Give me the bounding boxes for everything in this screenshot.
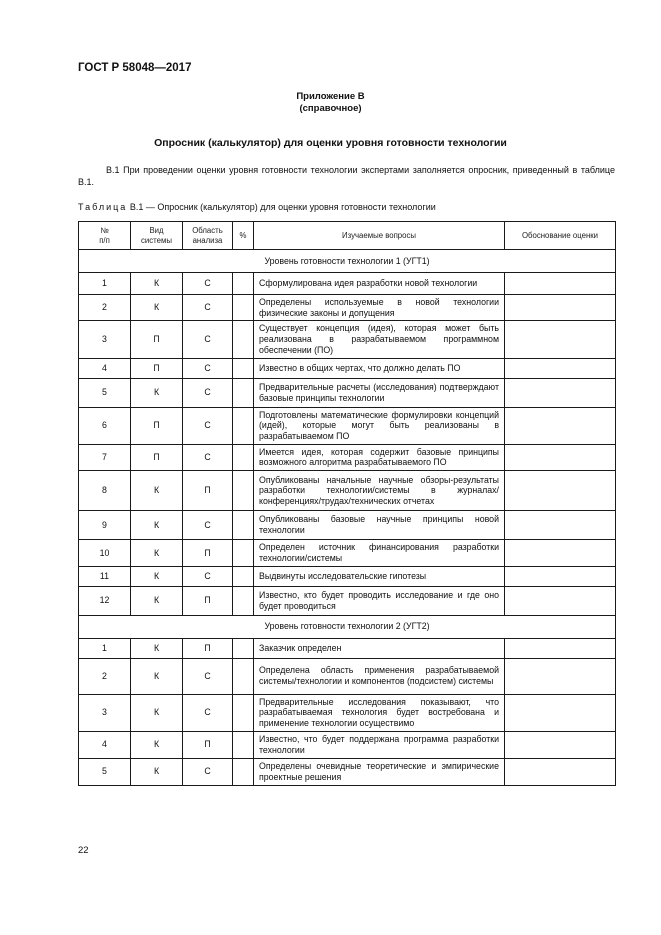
table-row [79, 321, 616, 358]
cell-question: Определена область применения разрабатываемой системы/технологии и компонентов (подсистем) системы [254, 658, 505, 694]
cell-percent [233, 758, 254, 785]
cell-system-type: П [131, 358, 183, 378]
table-row [79, 511, 616, 540]
cell-question: Сформулирована идея разработки новой технологии [254, 273, 505, 295]
cell-justification [505, 511, 616, 540]
cell-analysis-area: С [183, 378, 233, 407]
cell-justification [505, 758, 616, 785]
cell-percent [233, 358, 254, 378]
cell-analysis-area: С [183, 358, 233, 378]
cell-number: 5 [79, 378, 131, 407]
cell-system-type: К [131, 511, 183, 540]
table-row [79, 638, 616, 658]
cell-analysis-area: П [183, 731, 233, 758]
cell-system-type: К [131, 471, 183, 511]
table-row [79, 586, 616, 615]
header-questions: Изучаемые вопросы [254, 222, 505, 250]
cell-analysis-area: С [183, 444, 233, 470]
cell-system-type: К [131, 566, 183, 586]
cell-number: 1 [79, 638, 131, 658]
cell-justification [505, 540, 616, 566]
cell-analysis-area: П [183, 638, 233, 658]
cell-percent [233, 444, 254, 470]
cell-number: 4 [79, 731, 131, 758]
cell-question: Существует концепция (идея), которая может быть реализована в разрабатываемом программном обеспечении (ПО) [254, 321, 505, 358]
cell-question: Подготовлены математические формулировки концепций (идей), которые могут быть реализованы в разрабатываемом ПО [254, 407, 505, 444]
header-percent: % [233, 222, 254, 250]
level-heading-row [79, 250, 616, 273]
header-system-type: Вид системы [131, 222, 183, 250]
cell-analysis-area: С [183, 694, 233, 731]
cell-number: 12 [79, 586, 131, 615]
cell-justification [505, 471, 616, 511]
cell-percent [233, 407, 254, 444]
table-caption-label: Таблица [78, 202, 128, 212]
cell-percent [233, 511, 254, 540]
cell-number: 7 [79, 444, 131, 470]
cell-number: 2 [79, 295, 131, 321]
cell-question: Выдвинуты исследовательские гипотезы [254, 566, 505, 586]
cell-percent [233, 731, 254, 758]
cell-question: Предварительные исследования показывают, что разрабатываемая технология будет востребована и применение технологии осуществимо [254, 694, 505, 731]
table-row [79, 444, 616, 470]
table-caption-text: В.1 — Опросник (калькулятор) для оценки уровня готовности технологии [129, 202, 436, 212]
cell-percent [233, 321, 254, 358]
document-code: ГОСТ Р 58048—2017 [78, 62, 192, 74]
cell-analysis-area: С [183, 566, 233, 586]
table-row [79, 758, 616, 785]
cell-analysis-area: С [183, 758, 233, 785]
cell-analysis-area: П [183, 586, 233, 615]
table-body [79, 250, 616, 786]
cell-justification [505, 273, 616, 295]
cell-justification [505, 566, 616, 586]
cell-question: Известно, кто будет проводить исследование и где оно будет проводиться [254, 586, 505, 615]
cell-percent [233, 658, 254, 694]
cell-question: Опубликованы начальные научные обзоры-результаты разработки технологии/системы в журналах/конференциях/трудах/технических отчетах [254, 471, 505, 511]
cell-system-type: К [131, 273, 183, 295]
cell-number: 3 [79, 321, 131, 358]
cell-number: 10 [79, 540, 131, 566]
appendix-heading [0, 91, 661, 116]
cell-percent [233, 471, 254, 511]
cell-analysis-area: С [183, 321, 233, 358]
cell-number: 4 [79, 358, 131, 378]
cell-percent [233, 586, 254, 615]
cell-number: 5 [79, 758, 131, 785]
level-heading-row [79, 615, 616, 638]
cell-justification [505, 321, 616, 358]
page-number: 22 [78, 845, 89, 856]
cell-justification [505, 638, 616, 658]
cell-justification [505, 658, 616, 694]
cell-justification [505, 378, 616, 407]
cell-system-type: К [131, 638, 183, 658]
cell-number: 1 [79, 273, 131, 295]
cell-analysis-area: С [183, 273, 233, 295]
cell-system-type: П [131, 407, 183, 444]
header-justification: Обоснование оценки [505, 222, 616, 250]
cell-system-type: К [131, 295, 183, 321]
cell-question: Заказчик определен [254, 638, 505, 658]
cell-system-type: К [131, 658, 183, 694]
cell-justification [505, 295, 616, 321]
cell-question: Определены очевидные теоретические и эмпирические проектные решения [254, 758, 505, 785]
level-heading: Уровень готовности технологии 1 (УГТ1) [79, 250, 616, 273]
cell-question: Имеется идея, которая содержит базовые принципы возможного алгоритма разрабатываемого ПО [254, 444, 505, 470]
cell-percent [233, 540, 254, 566]
cell-question: Определен источник финансирования разработки технологии/системы [254, 540, 505, 566]
cell-justification [505, 586, 616, 615]
header-analysis-area: Область анализа [183, 222, 233, 250]
document-title: Опросник (калькулятор) для оценки уровня готовности технологии [154, 137, 507, 149]
table-row [79, 358, 616, 378]
cell-justification [505, 358, 616, 378]
cell-justification [505, 407, 616, 444]
cell-justification [505, 694, 616, 731]
cell-percent [233, 566, 254, 586]
cell-number: 11 [79, 566, 131, 586]
cell-system-type: К [131, 378, 183, 407]
cell-number: 9 [79, 511, 131, 540]
cell-analysis-area: С [183, 511, 233, 540]
cell-system-type: К [131, 758, 183, 785]
level-heading: Уровень готовности технологии 2 (УГТ2) [79, 615, 616, 638]
cell-question: Определены используемые в новой технологии физические законы и допущения [254, 295, 505, 321]
cell-system-type: П [131, 321, 183, 358]
table-row [79, 378, 616, 407]
cell-percent [233, 295, 254, 321]
cell-percent [233, 273, 254, 295]
table-row [79, 658, 616, 694]
cell-question: Опубликованы базовые научные принципы новой технологии [254, 511, 505, 540]
cell-percent [233, 694, 254, 731]
cell-analysis-area: С [183, 658, 233, 694]
table-row [79, 731, 616, 758]
cell-justification [505, 731, 616, 758]
table-row [79, 471, 616, 511]
table-header-row [79, 222, 616, 250]
cell-percent [233, 638, 254, 658]
cell-analysis-area: С [183, 407, 233, 444]
cell-number: 6 [79, 407, 131, 444]
table-row [79, 407, 616, 444]
header-number: № п/п [79, 222, 131, 250]
table-row [79, 566, 616, 586]
cell-system-type: К [131, 731, 183, 758]
cell-analysis-area: П [183, 540, 233, 566]
cell-justification [505, 444, 616, 470]
appendix-subtitle: (справочное) [299, 103, 362, 115]
table-row [79, 273, 616, 295]
questionnaire-table [78, 221, 616, 786]
appendix-title: Приложение В [296, 91, 365, 102]
cell-number: 2 [79, 658, 131, 694]
table-caption [78, 202, 436, 213]
table-row [79, 295, 616, 321]
cell-question: Предварительные расчеты (исследования) подтверждают базовые принципы технологии [254, 378, 505, 407]
intro-paragraph: В.1 При проведении оценки уровня готовности технологии экспертами заполняется опросник, приведенный в таблице В.1. [78, 165, 615, 187]
cell-question: Известно в общих чертах, что должно делать ПО [254, 358, 505, 378]
cell-system-type: К [131, 694, 183, 731]
cell-number: 8 [79, 471, 131, 511]
table-row [79, 694, 616, 731]
cell-system-type: П [131, 444, 183, 470]
cell-system-type: К [131, 540, 183, 566]
cell-percent [233, 378, 254, 407]
cell-analysis-area: П [183, 471, 233, 511]
cell-analysis-area: С [183, 295, 233, 321]
cell-number: 3 [79, 694, 131, 731]
cell-system-type: К [131, 586, 183, 615]
table-row [79, 540, 616, 566]
cell-question: Известно, что будет поддержана программа разработки технологии [254, 731, 505, 758]
